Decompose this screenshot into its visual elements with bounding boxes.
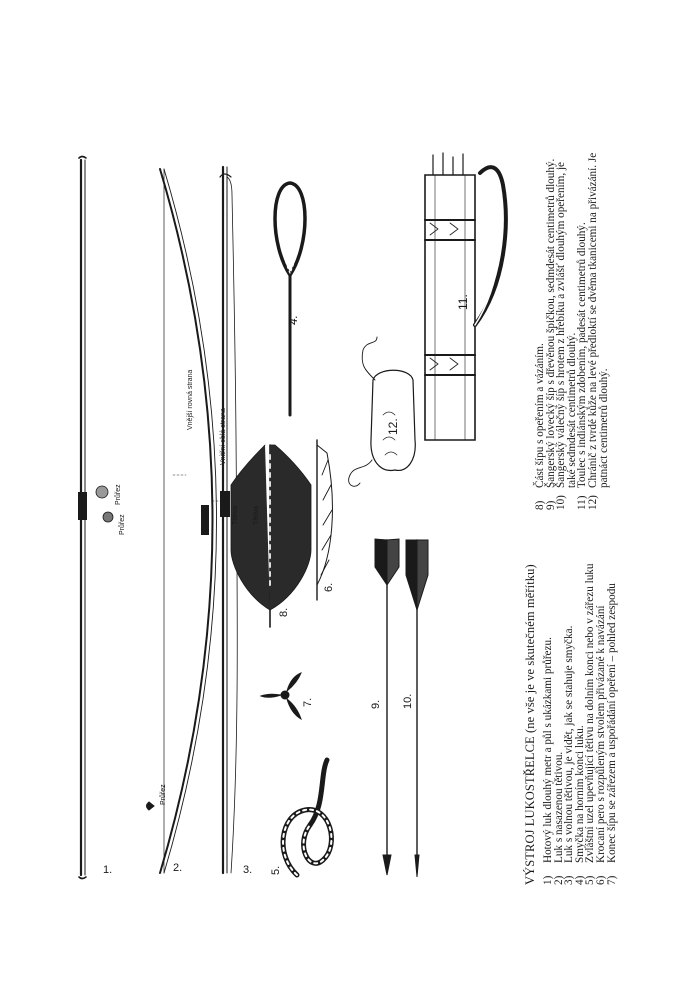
arm-guard	[349, 337, 416, 486]
caption-item: 5) Zvláštní uzel upevňující tětivu na dolním konci nebo v zářezu luku	[584, 563, 597, 885]
fig-label-9: 9.	[370, 699, 382, 709]
fig-label-6: 6.	[323, 582, 335, 592]
illustration-plate	[65, 150, 525, 885]
fig-label-11: 11.	[456, 294, 470, 310]
caption-list-right	[535, 150, 609, 510]
caption-item: 7) Konec šípu se zářezem a uspořádání opeření – pohled zespodu	[605, 583, 618, 885]
caption-item: 3) Luk s volnou tětivou, je vidět, jak se stahuje smyčka.	[563, 625, 576, 885]
label-prurez-3: Průřez	[115, 484, 122, 505]
caption-title: VÝSTROJ LUKOSTŘELCE (ne vše je ve skutečném měřítku)	[523, 564, 537, 885]
knot-drawing	[283, 760, 331, 875]
bow-finished	[78, 157, 87, 879]
caption-item: 6) Krocaní pero s rozpůleným stvolem přivázané k navázání	[594, 605, 607, 885]
caption-item: 4) Smyčka na horním konci luku.	[573, 725, 586, 885]
cross-section-1	[147, 802, 155, 810]
fig-label-1: 1.	[103, 864, 113, 876]
label-prurez-2: Průřez	[119, 514, 126, 535]
fig-label-8: 8.	[278, 607, 290, 617]
caption-item: 1) Hotový luk dlouhý metr a půl s ukázkami průřezu.	[542, 637, 554, 885]
label-inner-side: Vnitřní oblá strana	[220, 408, 227, 465]
label-prurez-1: Průřez	[160, 784, 167, 805]
caption-item: 12) Chránič z tvrdé kůže na levé předloktí se dvěma tkanicemi na přivázání. Je patnáct centimetrů dlouhý.	[586, 152, 610, 510]
fig-label-5: 5.	[270, 865, 282, 875]
caption-item: 9) Šangerský lovecký šíp s dřevěnou špičkou, sedmdesát centimetrů dlouhý.	[544, 158, 557, 510]
caption-item: 11) Toulec s indiánským zdobením, padesát centimetrů dlouhý.	[576, 222, 589, 510]
fig-label-2: 2.	[173, 862, 183, 874]
label-string-1: Tětiva	[232, 505, 239, 525]
bow-loop	[275, 183, 305, 415]
fig-label-12: 12.	[386, 418, 400, 435]
caption-item: 8) Část šípu s opeřením a vázáním.	[534, 343, 546, 510]
fig-label-7: 7.	[302, 697, 314, 707]
caption-item: 2) Luk s nasazenou tětivou.	[552, 751, 565, 885]
bow-strung	[160, 169, 217, 873]
fig-label-4: 4.	[286, 314, 300, 325]
nock-view	[261, 673, 301, 719]
cross-section-2	[103, 512, 113, 522]
feather	[317, 440, 332, 600]
caption-item: 10) Šangerský válečný šíp s hrotem z hřebíku a zvlášť dlouhým opeřením, je také sedmdesát centimetrů dlouhý.	[555, 161, 578, 510]
fig-label-10: 10.	[402, 693, 414, 709]
fig-label-3: 3.	[243, 864, 253, 876]
label-outer-side: Vnější rovná strana	[187, 369, 194, 430]
cross-section-3	[96, 486, 108, 498]
label-string-2: Tětiva	[253, 505, 260, 525]
rotated-plate	[65, 150, 625, 885]
caption-list-left	[543, 525, 617, 885]
fletching-section	[231, 445, 311, 627]
